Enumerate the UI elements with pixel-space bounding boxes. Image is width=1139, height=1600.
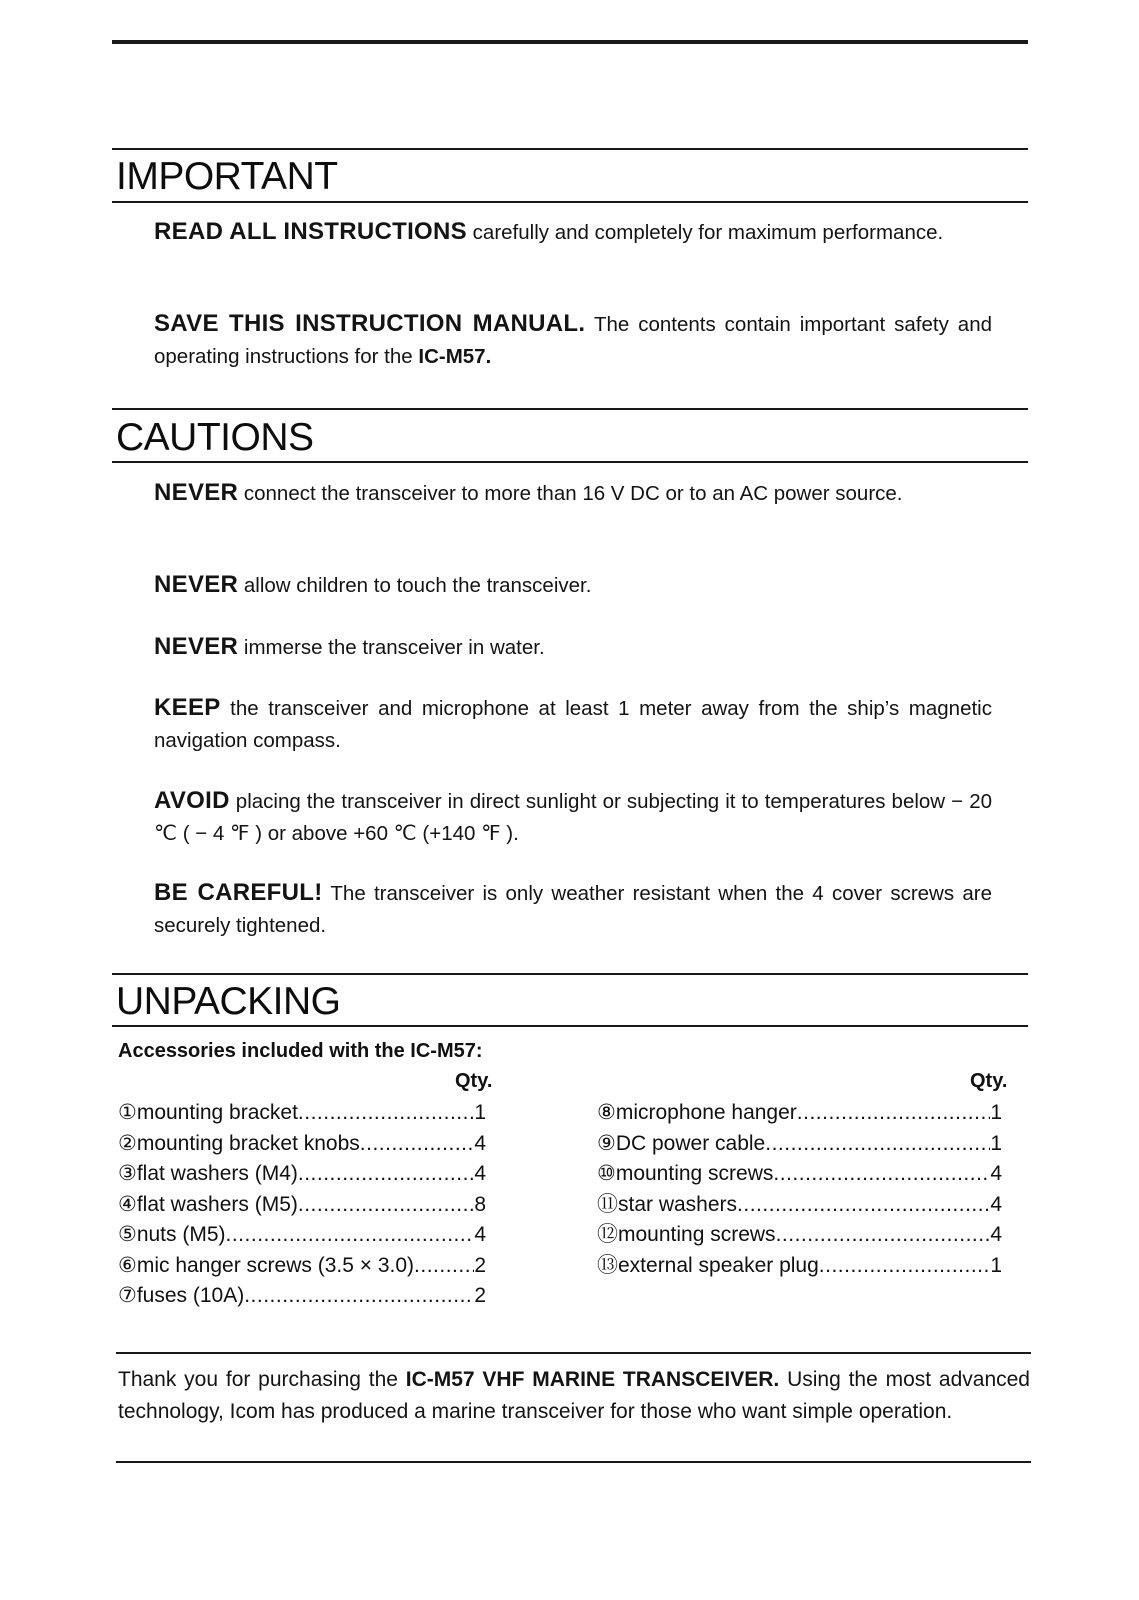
unpacking-title: UNPACKING — [116, 980, 341, 1023]
unpacking-bottom-rule — [112, 1025, 1028, 1027]
caution-never-children: NEVER allow children to touch the transceiver. — [154, 571, 592, 598]
thank-you-text: Thank you for purchasing the IC-M57 VHF MARINE TRANSCEIVER. Using the most advanced technology, Icom has produced a marine transceiver for those who want simple operation. — [118, 1368, 1030, 1423]
list-item: ② mounting bracket knobs ..... 4 — [118, 1129, 486, 1160]
accessory-list-right — [597, 1098, 1002, 1281]
unpacking-top-rule — [112, 973, 1028, 975]
important-read-all: READ ALL INSTRUCTIONS carefully and completely for maximum performance. — [154, 218, 944, 245]
list-item: ⑧ microphone hanger ..... 1 — [597, 1098, 1002, 1129]
list-item: ④ flat washers (M5) ..... 8 — [118, 1190, 486, 1221]
accessory-list-left — [118, 1098, 486, 1312]
caution-never-water: NEVER immerse the transceiver in water. — [154, 633, 545, 660]
qty-header-right: Qty. — [970, 1070, 1008, 1092]
footer-top-rule — [116, 1352, 1031, 1354]
important-title: IMPORTANT — [116, 155, 338, 198]
list-item: ⑨ DC power cable ..... 1 — [597, 1129, 1002, 1160]
caution-never-voltage: NEVER connect the transceiver to more than 16 V DC or to an AC power source. — [154, 479, 903, 506]
qty-header-left: Qty. — [455, 1070, 493, 1092]
important-top-rule — [112, 148, 1028, 150]
caution-keep-compass: KEEP the transceiver and microphone at least 1 meter away from the ship’s magnetic navigation compass. — [154, 694, 992, 752]
list-item: ⑥ mic hanger screws (3.5 × 3.0) ..... 2 — [118, 1251, 486, 1282]
top-rule — [112, 40, 1028, 44]
cautions-title: CAUTIONS — [116, 416, 314, 459]
list-item: ⑫ mounting screws ..... 4 — [597, 1220, 1002, 1251]
important-bottom-rule — [112, 201, 1028, 203]
accessories-heading: Accessories included with the IC-M57: — [118, 1040, 483, 1062]
list-item: ③ flat washers (M4) ..... 4 — [118, 1159, 486, 1190]
list-item: ① mounting bracket ..... 1 — [118, 1098, 486, 1129]
footer-bottom-rule — [116, 1461, 1031, 1463]
important-save-manual: SAVE THIS INSTRUCTION MANUAL. The contents contain important safety and operating instructions for the IC-M57. — [154, 310, 993, 368]
caution-be-careful: BE CAREFUL! The transceiver is only weather resistant when the 4 cover screws are securely tightened. — [154, 879, 992, 937]
list-item: ⑩ mounting screws ..... 4 — [597, 1159, 1002, 1190]
list-item: ⑤ nuts (M5) ..... 4 — [118, 1220, 486, 1251]
list-item: ⑪ star washers ..... 4 — [597, 1190, 1002, 1221]
list-item: ⑦ fuses (10A) ..... 2 — [118, 1281, 486, 1312]
caution-avoid-sunlight: AVOID placing the transceiver in direct sunlight or subjecting it to temperatures below − 20 ℃ ( − 4 ℉ ) or above +60 ℃ (+140 ℉ ). — [154, 787, 992, 845]
cautions-bottom-rule — [112, 461, 1028, 463]
cautions-top-rule — [112, 408, 1028, 410]
list-item: ⑬ external speaker plug ..... 1 — [597, 1251, 1002, 1282]
